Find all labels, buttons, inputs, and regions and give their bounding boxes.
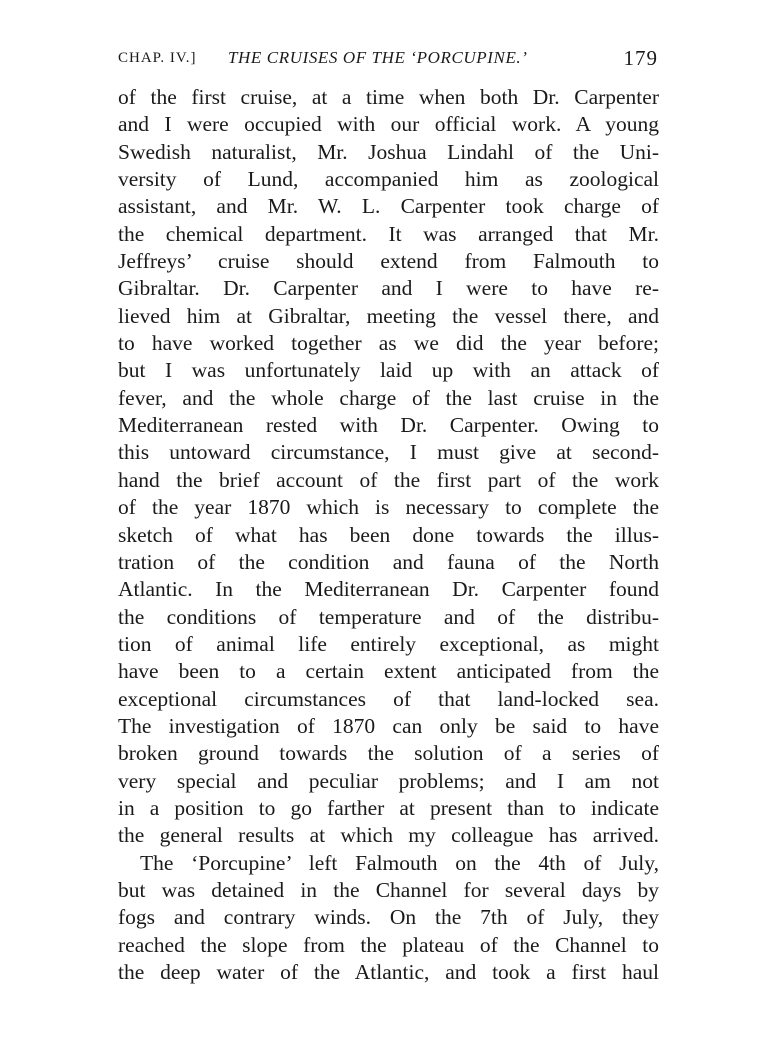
text-line: of the first cruise, at a time when both Dr. Carpenter (118, 85, 659, 109)
text-line: but was detained in the Channel for several days by (118, 877, 659, 902)
text-line: assistant, and Mr. W. L. Carpenter took charge of (118, 194, 659, 219)
text-line: and I were occupied with our official work. A young (118, 112, 659, 137)
text-line: hand the brief account of the first part of the work (118, 467, 659, 492)
text-line: Swedish naturalist, Mr. Joshua Lindahl of the Uni- (118, 139, 659, 164)
text-line: have been to a certain extent anticipated from the (118, 659, 659, 684)
text-line: The investigation of 1870 can only be said to have (118, 713, 659, 738)
text-line: tration of the condition and fauna of the North (118, 549, 659, 574)
text-line: Atlantic. In the Mediterranean Dr. Carpenter found (118, 577, 659, 602)
text-line: Gibraltar. Dr. Carpenter and I were to have re- (118, 276, 659, 301)
text-line: the chemical department. It was arranged that Mr. (118, 221, 659, 246)
chapter-marker: CHAP. IV.] (118, 50, 197, 66)
page-number: 179 (623, 46, 658, 70)
text-line: broken ground towards the solution of a series of (118, 741, 659, 766)
text-line: Mediterranean rested with Dr. Carpenter. Owing to (118, 413, 659, 438)
text-line: exceptional circumstances of that land-locked sea. (118, 686, 659, 711)
text-line: lieved him at Gibraltar, meeting the vessel there, and (118, 303, 659, 328)
running-title: THE CRUISES OF THE ‘PORCUPINE.’ (228, 48, 528, 67)
text-line: this untoward circumstance, I must give at second- (118, 440, 659, 465)
text-line: but I was unfortunately laid up with an attack of (118, 358, 659, 383)
text-line: the deep water of the Atlantic, and took a first haul (118, 960, 659, 984)
text-line: tion of animal life entirely exceptional, as might (118, 631, 659, 656)
text-line: reached the slope from the plateau of the Channel to (118, 932, 659, 957)
text-line: the conditions of temperature and of the distribu- (118, 604, 659, 629)
text-line: fever, and the whole charge of the last cruise in the (118, 385, 659, 410)
text-line: sketch of what has been done towards the illus- (118, 522, 659, 547)
text-line: in a position to go farther at present than to indicate (118, 795, 659, 820)
body-text (118, 84, 659, 986)
text-line: of the year 1870 which is necessary to complete the (118, 495, 659, 520)
text-line: fogs and contrary winds. On the 7th of July, they (118, 905, 659, 930)
text-line: versity of Lund, accompanied him as zoological (118, 167, 659, 192)
text-line: the general results at which my colleague has arrived. (118, 823, 659, 848)
text-line: very special and peculiar problems; and I am not (118, 768, 659, 793)
running-head (118, 44, 658, 72)
text-line: Jeffreys’ cruise should extend from Falmouth to (118, 249, 659, 274)
text-line: to have worked together as we did the year before; (118, 331, 659, 356)
paragraph-start-line: The ‘Porcupine’ left Falmouth on the 4th of July, (140, 850, 659, 875)
